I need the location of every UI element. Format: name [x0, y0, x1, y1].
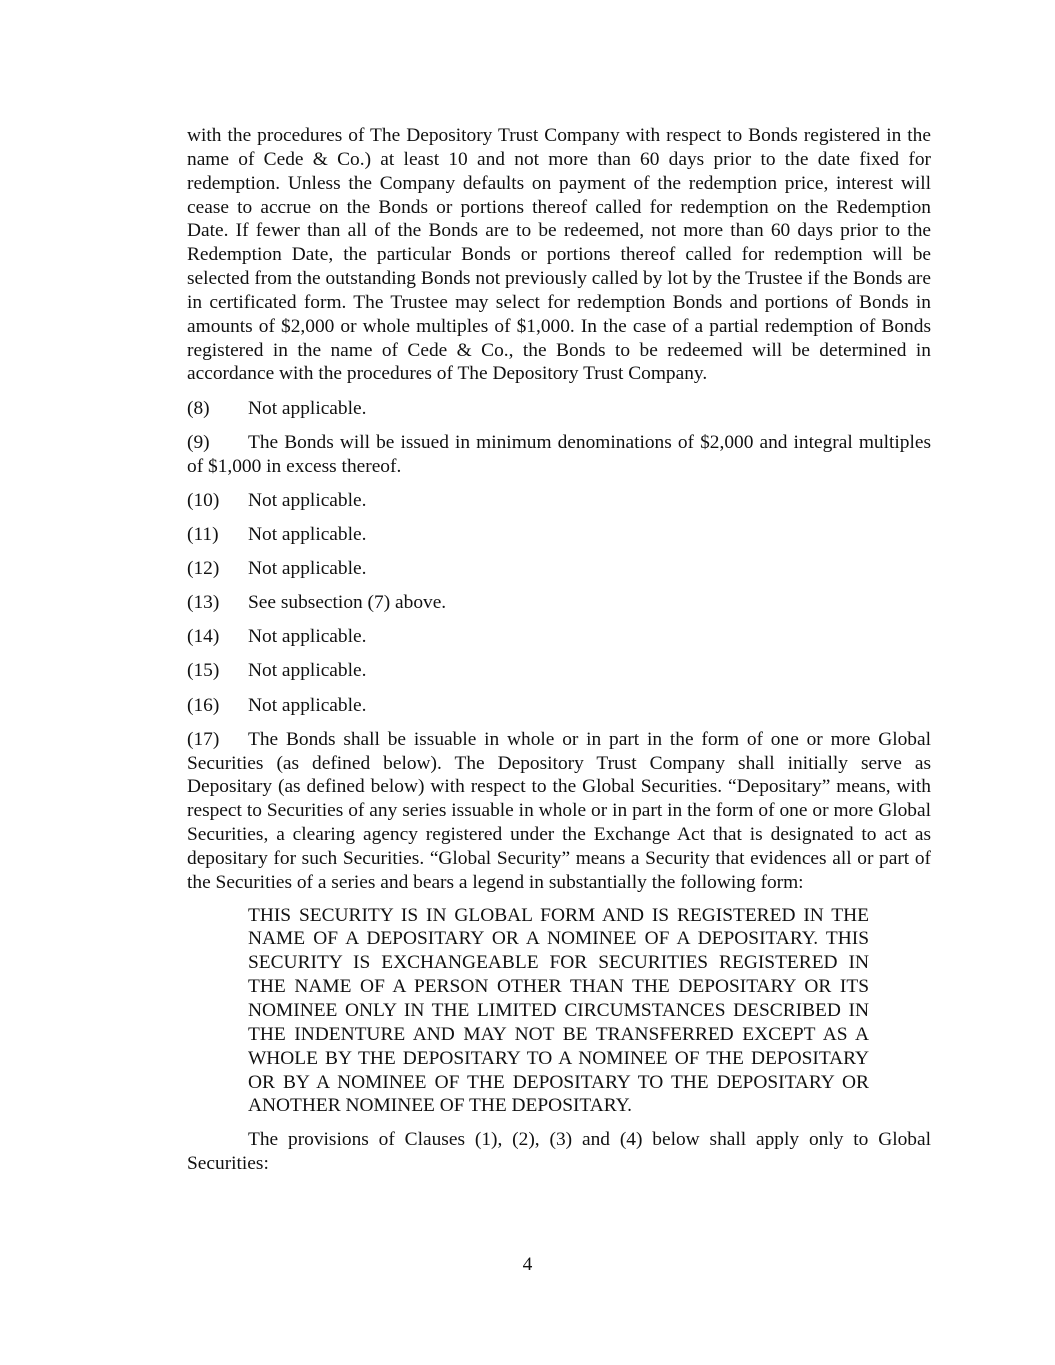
item-number: (12) — [187, 557, 220, 579]
item-number: (15) — [187, 660, 220, 682]
list-item-17 — [187, 728, 931, 895]
item-number: (17) — [187, 728, 220, 750]
item-number: (10) — [187, 489, 220, 511]
item-number: (14) — [187, 626, 220, 648]
item-text: See subsection (7) above. — [248, 592, 447, 614]
list-item-10 — [187, 489, 931, 513]
intro-paragraph: with the procedures of The Depository Trust Company with respect to Bonds registered in the name of Cede & Co.) at least 10 and not more than 60 days prior to the date fixed for redemption. Unless the Company defaults on payment of the redemption price, interest will cease to accrue on the Bonds or portions thereof called for redemption on the Redemption Date. If fewer than all of the Bonds are to be redeemed, not more than 60 days prior to the Redemption Date, the particular Bonds or portions thereof called for redemption will be selected from the outstanding Bonds not previously called by lot by the Trustee if the Bonds are in certificated form. The Trustee may select for redemption Bonds and portions of Bonds in amounts of $2,000 or whole multiples of $1,000. In the case of a partial redemption of Bonds registered in the name of Cede & Co., the Bonds to be redeemed will be determined in accordance with the procedures of The Depository Trust Company. — [187, 125, 931, 385]
item-text: The Bonds will be issued in minimum denominations of $2,000 and integral multiples of $1,000 in excess thereof. — [187, 431, 931, 477]
global-security-legend: THIS SECURITY IS IN GLOBAL FORM AND IS REGISTERED IN THE NAME OF A DEPOSITARY OR A NOMINEE OF A DEPOSITARY. THIS SECURITY IS EXCHANGEABLE FOR SECURITIES REGISTERED IN THE NAME OF A PERSON OTHER THAN THE DEPOSITARY OR ITS NOMINEE ONLY IN THE LIMITED CIRCUMSTANCES DESCRIBED IN THE INDENTURE AND MAY NOT BE TRANSFERRED EXCEPT AS A WHOLE BY THE DEPOSITARY TO A NOMINEE OF THE DEPOSITARY OR BY A NOMINEE OF THE DEPOSITARY TO THE DEPOSITARY OR — [248, 904, 869, 1093]
closing-paragraph: The provisions of Clauses (1), (2), (3) and (4) below shall apply only to Global Securities: — [187, 1128, 931, 1174]
global-security-legend-last-line: ANOTHER NOMINEE OF THE DEPOSITARY. — [248, 1095, 632, 1117]
item-number: (16) — [187, 694, 220, 716]
list-item-8 — [187, 397, 931, 421]
item-number: (8) — [187, 397, 210, 419]
item-number: (13) — [187, 592, 220, 614]
document-body — [187, 124, 931, 1175]
list-item-11 — [187, 523, 931, 547]
page-number: 4 — [522, 1254, 533, 1275]
item-text: Not applicable. — [248, 626, 367, 648]
list-item-12 — [187, 557, 931, 581]
item-text: Not applicable. — [248, 489, 367, 511]
item-number: (9) — [187, 431, 210, 453]
list-item-9 — [187, 431, 931, 479]
item-text: Not applicable. — [248, 397, 367, 419]
item-text: Not applicable. — [248, 694, 367, 716]
list-item-15 — [187, 659, 931, 683]
list-item-14 — [187, 625, 931, 649]
list-item-13 — [187, 591, 931, 615]
item-number: (11) — [187, 523, 219, 545]
item-text: Not applicable. — [248, 557, 367, 579]
item-text: Not applicable. — [248, 660, 367, 682]
list-item-16 — [187, 694, 931, 718]
item-text: The Bonds shall be issuable in whole or in part in the form of one or more Global Securities (as defined below). The Depository Trust Company shall initially serve as Depositary (as defined below) with respect to the Global Securities. “Depositary” means, with respect to Securities of any series issuable in whole or in part in the form of one or more Global Securities, a clearing agency registered under the Exchange Act that is designated to act as depositary for such Securities. “Global Security” means a Security that evidences all or part of the Securities of a series and bears a legend in substantially the following form: — [187, 728, 931, 893]
item-text: Not applicable. — [248, 523, 367, 545]
